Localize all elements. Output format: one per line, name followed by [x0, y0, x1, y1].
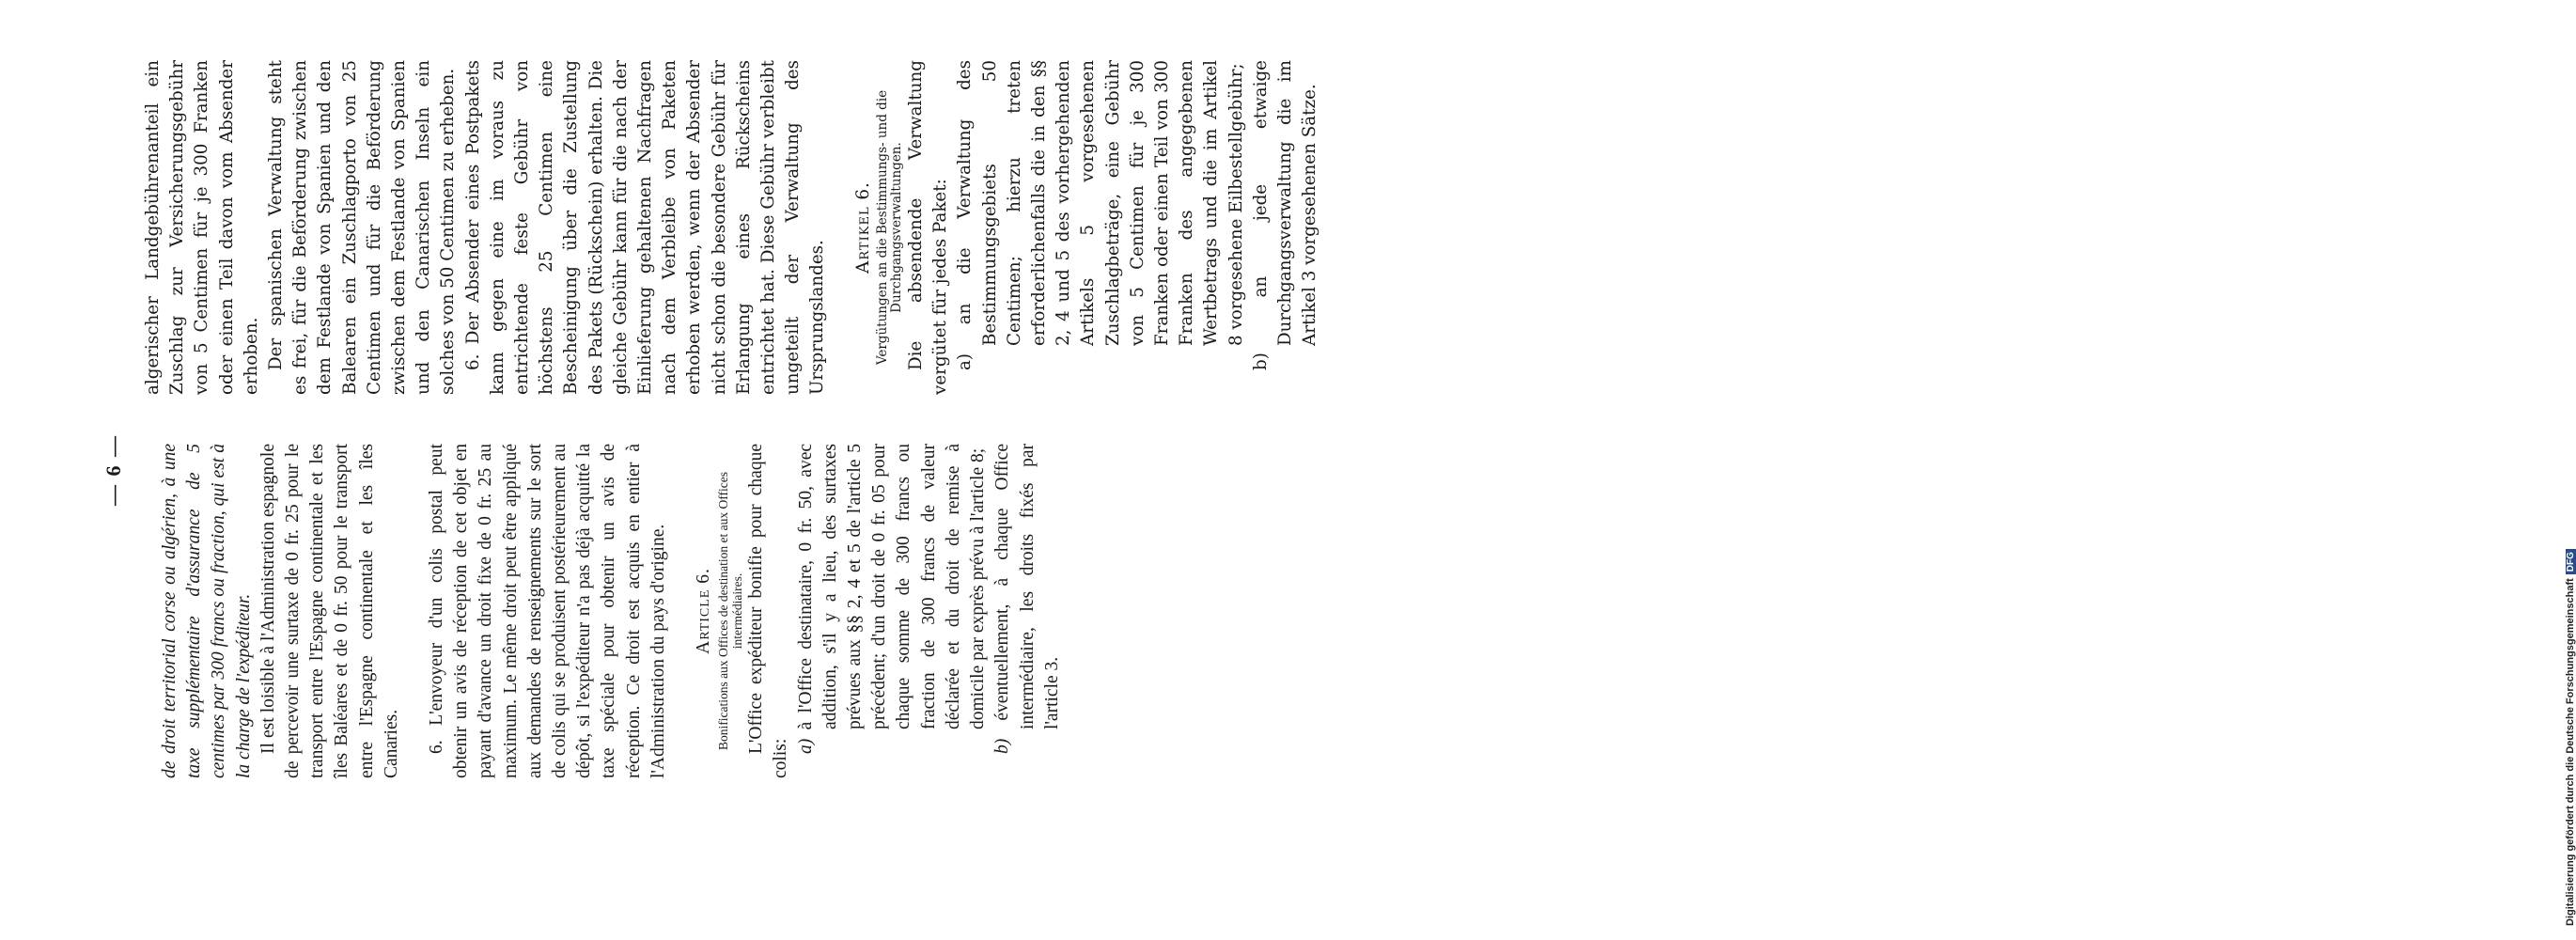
- french-column: [158, 444, 1065, 778]
- de-item-a-label: a): [955, 352, 976, 370]
- de-item-b-text: an jede etwaige Durchgangsverwaltung die im Artikel 3 vorgesehenen Sätze.: [1250, 60, 1320, 346]
- dfg-logo: DFG: [2566, 549, 2576, 574]
- footer-text-wrapper: [2565, 549, 2576, 926]
- de-article-subtitle: Vergütungen an die Bestimmungs- und die Durchgangsverwaltungen.: [874, 89, 904, 366]
- fr-article-subtitle: Bonifications aux Offices de destination et aux Offices intermédiaires.: [716, 471, 745, 751]
- de-item-a-text: an die Verwaltung des Bestimmungsgebiets 50 Centimen; hierzu treten erforderlichenfalls die in den §§ 2, 4 und 5 des vorhergehenden Artikels 5 vorgesehenen Zuschlagbeträge, eine Gebühr von 5 Centimen für je 300 Franken oder einen Teil von 300 Franken des angegebenen Wertbetrags und die im Artikel 8 vorgesehene Eilbestellgebühr;: [955, 60, 1246, 346]
- fr-paragraph-2: Il est loisible à l'Administration espagnole de percevoir une surtaxe de 0 fr. 25 pour le transport entre l'Espagne continentale et les îles Baléares et de 0 fr. 50 pour le transport entre l'Espagne continentale et les îles Canaries.: [258, 444, 401, 778]
- fr-item-a: [794, 444, 991, 778]
- fr-paragraph-3: 6. L'envoyeur d'un colis postal peut obtenir un avis de réception de cet objet en payant d'avance un droit fixe de 0 fr. 25 au maximum. Le même droit peut être appliqué aux demandes de renseignements sur le sort de colis qui se produisent postérieurement au dépôt, si l'expéditeur n'a pas déjà acquitté la taxe spéciale pour obtenir un avis de réception. Ce droit est acquis en entier à l'Administration du pays d'origine.: [427, 444, 668, 778]
- fr-item-a-text: à l'Office destinataire, 0 fr. 50, avec addition, s'il y a lieu, des surtaxes prévues aux §§ 2, 4 et 5 de l'article 5 précédent; d'un droit de 0 fr. 05 pour chaque somme de 300 francs ou fraction de 300 francs de valeur déclarée et du droit de remise à domicile par exprès prévu à l'article 8;: [795, 443, 989, 730]
- de-paragraph-3: 6. Der Absender eines Postpakets kann gegen eine im voraus zu entrichtende feste Gebühr von höchstens 25 Centimen eine Bescheinigung über die Zustellung des Pakets (Rückschein) erhalten. Die gleiche Gebühr kann für die nach der Einlieferung gehaltenen Nachfragen nach dem Verbleibe von Paketen erhoben werden, wenn der Absender nicht schon die besondere Gebühr für Erlangung eines Rückscheins entrichtet hat. Diese Gebühr verbleibt ungeteilt der Verwaltung des Ursprungslandes.: [462, 60, 828, 395]
- fr-item-a-label: a): [795, 738, 816, 754]
- de-item-a: [953, 60, 1248, 395]
- de-paragraph-2: Der spanischen Verwaltung steht es frei, für die Beförderung zwischen dem Festlande von Spanien und den Balearen ein Zuschlagporto von 25 Centimen und für die Beförderung zwischen dem Festlande von Spanien und den Canarischen Inseln ein solches von 50 Centimen zu erheben.: [266, 60, 459, 395]
- fr-article-heading: Article 6.: [694, 568, 714, 654]
- de-article-heading: Artikel 6.: [852, 181, 873, 274]
- fr-item-b-text: éventuellement, à chaque Office intermédiaire, les droits fixés par l'article 3.: [992, 444, 1062, 729]
- fr-item-b: [991, 444, 1065, 778]
- fr-paragraph-4: L'Office expéditeur bonifie pour chaque colis:: [746, 444, 791, 778]
- de-paragraph-4: Die absendende Verwaltung vergütet für jedes Paket:: [905, 60, 951, 395]
- fr-item-b-label: b): [992, 738, 1013, 754]
- footer-text: Digitalisierung gefördert durch die Deutsche Forschungsgemeinschaft: [2565, 578, 2576, 926]
- page-number: — 6 —: [101, 434, 125, 506]
- de-item-b-label: b): [1250, 352, 1271, 370]
- fr-paragraph-1: de droit territorial corse ou algérien, à une taxe supplémentaire d'assurance de 5 centimes par 300 francs ou fraction, qui est à la charge de l'expéditeur.: [160, 444, 254, 778]
- de-paragraph-1: algerischer Landgebührenanteil ein Zuschlag zur Versicherungsgebühr von 5 Centimen für je 300 Franken oder einen Teil davon vom Absender erhoben.: [143, 60, 261, 395]
- german-column: [141, 60, 1322, 395]
